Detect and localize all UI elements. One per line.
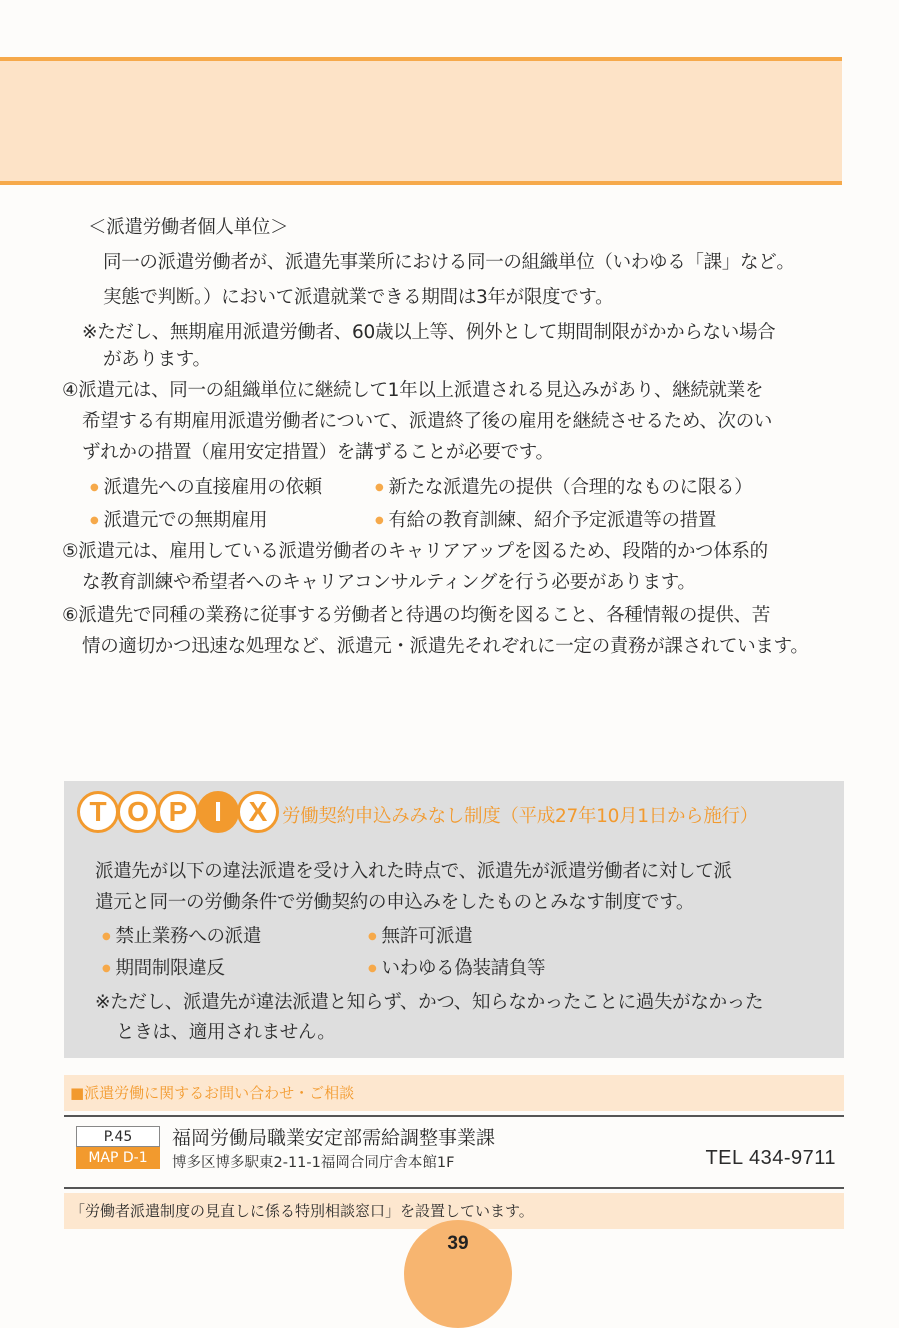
topix-item: ● 禁止業務への派遣 <box>102 922 261 948</box>
telephone: TEL 434-9711 <box>705 1147 836 1169</box>
item-6-line: 情の適切かつ迅速な処理など、派遣元・派遣先それぞれに一定の責務が課されています。 <box>82 636 809 657</box>
item-4-line: ずれかの措置（雇用安定措置）を講ずることが必要です。 <box>82 442 554 463</box>
item-4-line: ④派遣元は、同一の組織単位に継続して1年以上派遣される見込みがあり、継続就業を <box>62 380 764 401</box>
item-5-line: ⑤派遣元は、雇用している派遣労働者のキャリアアップを図るため、段階的かつ体系的 <box>62 541 768 562</box>
topix-item: ● いわゆる偽装請負等 <box>368 954 545 980</box>
individual-unit-line: 実態で判断。）において派遣就業できる期間は3年が限度です。 <box>103 287 614 308</box>
item-4-line: 希望する有期雇用派遣労働者について、派遣終了後の雇用を継続させるため、次のい <box>82 411 773 432</box>
measure-item: ● 有給の教育訓練、紹介予定派遣等の措置 <box>375 506 716 532</box>
topix-note-line: ※ただし、派遣先が違法派遣と知らず、かつ、知らなかったことに過失がなかった <box>95 992 764 1013</box>
page-ref: P.45 <box>76 1126 160 1147</box>
contact-body <box>64 1115 844 1189</box>
contact-note: 「労働者派遣制度の見直しに係る特別相談窓口」を設置しています。 <box>64 1193 844 1229</box>
topix-line: 遣元と同一の労働条件で労働契約の申込みをしたものとみなす制度です。 <box>95 892 695 913</box>
individual-unit-line: 同一の派遣労働者が、派遣先事業所における同一の組織単位（いわゆる「課」など。 <box>103 252 795 273</box>
note-line: があります。 <box>103 349 211 370</box>
office-name: 福岡労働局職業安定部需給調整事業課 <box>172 1127 496 1149</box>
page-number: 39 <box>447 1233 469 1254</box>
topix-letter: X <box>237 791 279 833</box>
item-6-line: ⑥派遣先で同種の業務に従事する労働者と待遇の均衡を図ること、各種情報の提供、苦 <box>62 605 770 626</box>
topix-letter: T <box>77 791 119 833</box>
measure-item: ● 派遣先への直接雇用の依頼 <box>90 473 322 499</box>
topix-item: ● 無許可派遣 <box>368 922 472 948</box>
item-5-line: な教育訓練や希望者へのキャリアコンサルティングを行う必要があります。 <box>82 572 696 593</box>
map-ref: MAP D-1 <box>76 1147 160 1169</box>
topix-line: 派遣先が以下の違法派遣を受け入れた時点で、派遣先が派遣労働者に対して派 <box>95 861 732 882</box>
individual-unit-heading: ＜派遣労働者個人単位＞ <box>88 217 289 238</box>
office-address: 博多区博多駅東2-11-1福岡合同庁舎本館1F <box>172 1155 455 1171</box>
note-line: ※ただし、無期雇用派遣労働者、60歳以上等、例外として期間制限がかからない場合 <box>82 322 776 343</box>
measure-item: ● 派遣元での無期雇用 <box>90 506 267 532</box>
topix-note-line: ときは、適用されません。 <box>116 1022 336 1043</box>
topix-letter: P <box>157 791 199 833</box>
topix-letter: O <box>117 791 159 833</box>
topix-item: ● 期間制限違反 <box>102 954 225 980</box>
measure-item: ● 新たな派遣先の提供（合理的なものに限る） <box>375 473 752 499</box>
contact-header: ■派遣労働に関するお問い合わせ・ご相談 <box>64 1075 844 1111</box>
topix-letter: I <box>197 791 239 833</box>
header-band <box>0 57 842 185</box>
topix-title: 労働契約申込みみなし制度（平成27年10月1日から施行） <box>282 806 758 827</box>
